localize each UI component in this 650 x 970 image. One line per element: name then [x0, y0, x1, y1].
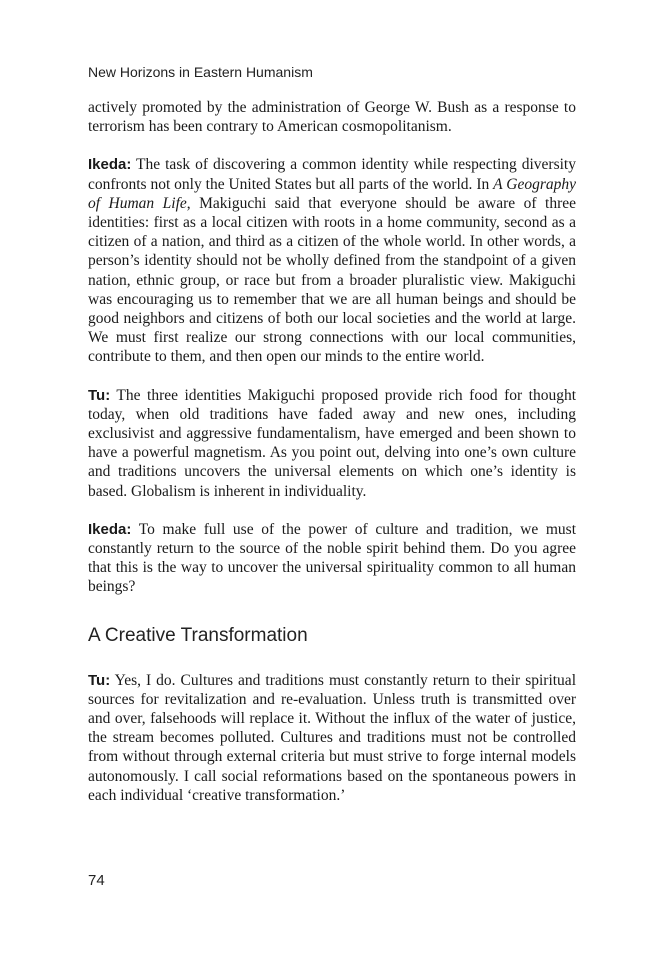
paragraph-continuation: [88, 98, 576, 136]
speaker-label: Tu:: [88, 386, 111, 404]
paragraph-text: The three identities Makiguchi proposed provide rich food for thought today, when old traditions have faded away and new ones, including exclusivist and aggressive fundamentalism, have emerged and been shown to have a powerful magnetism. As you point out, delving into one’s own culture and traditions uncovers the universal elements on which one’s identity is based. Globalism is inherent in individuality.: [88, 386, 576, 500]
book-title: A Geography of Human Life: [88, 175, 576, 212]
paragraph-text: To make full use of the power of culture and tradition, we must constantly return to the source of the noble spirit behind them. Do you agree that this is the way to uncover the universal spirituality common to all human beings?: [88, 520, 576, 596]
paragraph-tu-2: [88, 671, 576, 805]
body-text: [88, 98, 576, 805]
paragraph-text: Yes, I do. Cultures and traditions must constantly return to their spiritual sources for revitalization and re-evaluation. Unless truth is transmitted over and over, falsehoods will replace it. Without the influx of the water of justice, the stream becomes polluted. Cultures and traditions must not be controlled from without through external criteria but must strive to forge internal models autonomously. I call social reformations based on the spontaneous powers in each individual ‘creative transformation.’: [88, 671, 576, 804]
paragraph-ikeda-1: [88, 155, 576, 366]
running-head: New Horizons in Eastern Humanism: [88, 64, 313, 80]
page-number: 74: [88, 872, 105, 889]
paragraph-ikeda-2: [88, 520, 576, 597]
paragraph-text: The task of discovering a common identity while respecting diversity confronts not only the United States but all parts of the world. In: [88, 156, 576, 193]
paragraph-tu-1: [88, 386, 576, 501]
section-heading: A Creative Transformation: [88, 624, 308, 646]
paragraph-text: , Makiguchi said that everyone should be aware of three identities: first as a local citizen with roots in a home community, second as a citizen of a nation, and third as a citizen of the whole world. In other words, a person’s identity should not be wholly defined from the standpoint of a given nation, ethnic group, or race but from a broader pluralistic view. Makiguchi was encouraging us to remember that we are all human beings and should be good neighbors and citizens of both our local societies and the world at large. We must first realize our strong connections with our local communities, contribute to them, and then open our minds to the entire world.: [88, 194, 576, 366]
paragraph-text: actively promoted by the administration of George W. Bush as a response to terrorism has been contrary to American cosmopolitanism.: [88, 99, 576, 136]
speaker-label: Ikeda:: [88, 520, 132, 538]
speaker-label: Tu:: [88, 671, 111, 689]
speaker-label: Ikeda:: [88, 156, 132, 174]
